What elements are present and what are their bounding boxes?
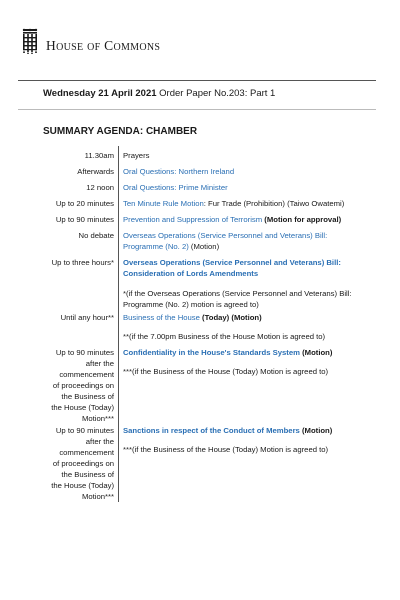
agenda-time: Up to 20 minutes (55, 199, 114, 208)
time-line: Motion*** (81, 414, 114, 423)
portcullis-icon (20, 28, 40, 54)
agenda-item-link[interactable]: Ten Minute Rule Motion (123, 199, 204, 208)
brand-word: OMMONS (113, 42, 161, 53)
time-line: the House (Today) (51, 481, 114, 490)
agenda-item (123, 425, 359, 436)
agenda-divider (118, 146, 119, 502)
agenda-item-text: (Today) (Motion) (199, 313, 262, 322)
agenda-note (123, 288, 359, 310)
brand-word: OUSE (56, 42, 84, 53)
agenda-time: 12 noon (86, 183, 114, 192)
agenda-item-link[interactable]: Consideration of Lords Amendments (123, 269, 259, 278)
divider (18, 109, 376, 110)
order-paper-number: Order Paper No.203: Part 1 (156, 88, 276, 99)
agenda-note: **(if the 7.00pm Business of the House Motion is agreed to) (123, 332, 326, 341)
time-line: Up to 90 minutes (55, 348, 114, 357)
agenda-item-link[interactable]: Oral Questions: Northern Ireland (123, 167, 235, 176)
time-line: the House (Today) (51, 403, 114, 412)
agenda-item (123, 182, 359, 193)
agenda-time: Until any hour** (60, 313, 114, 322)
agenda-item-text: (Motion for approval) (262, 215, 342, 224)
agenda-item (123, 347, 359, 358)
agenda-item-link[interactable]: Programme (No. 2) (123, 242, 189, 251)
agenda-item (123, 166, 359, 177)
agenda-item (123, 214, 359, 225)
note-line: *(if the Overseas Operations (Service Personnel and Veterans) Bill: (123, 289, 352, 298)
agenda-item (123, 198, 359, 209)
note-line: Programme (No. 2) motion is agreed to) (123, 300, 259, 309)
agenda-time: Up to three hours* (51, 258, 114, 267)
time-line: commencement (59, 370, 114, 379)
agenda-item (123, 312, 359, 323)
agenda-time: No debate (78, 231, 114, 240)
time-line: commencement (59, 448, 114, 457)
time-line: of proceedings on (52, 459, 114, 468)
agenda-item-link[interactable]: Overseas Operations (Service Personnel and Veterans) Bill: (123, 231, 328, 240)
brand-word: OF (87, 42, 101, 53)
brand-name (46, 38, 160, 54)
brand-letter: H (46, 38, 57, 53)
time-line: Up to 90 minutes (55, 426, 114, 435)
agenda-time: Up to 90 minutes (55, 215, 114, 224)
agenda-item-text: (Motion) (299, 348, 333, 357)
time-line: the Business of (61, 392, 114, 401)
agenda-note: ***(if the Business of the House (Today) Motion is agreed to) (123, 445, 329, 454)
agenda-time (36, 347, 114, 424)
agenda-note: ***(if the Business of the House (Today) Motion is agreed to) (123, 367, 329, 376)
agenda-item: Prayers (123, 151, 150, 160)
agenda-time: 11.30am (84, 151, 114, 160)
agenda-item (123, 257, 359, 279)
section-title: SUMMARY AGENDA: CHAMBER (43, 126, 198, 137)
agenda-item-text: : Fur Trade (Prohibition) (Taiwo Owatemi) (203, 199, 345, 208)
agenda-item-link[interactable]: Prevention and Suppression of Terrorism (123, 215, 263, 224)
agenda-item-link[interactable]: Confidentiality in the House's Standards System (123, 348, 300, 357)
time-line: after the (85, 437, 114, 446)
brand-letter: C (104, 38, 114, 53)
date-day: Wednesday 21 April 2021 (43, 88, 157, 99)
time-line: the Business of (61, 470, 114, 479)
agenda-item-link[interactable]: Overseas Operations (Service Personnel and Veterans) Bill: (123, 258, 341, 267)
divider (18, 80, 376, 81)
agenda-time: Afterwards (77, 167, 114, 176)
time-line: Motion*** (81, 492, 114, 501)
agenda-time (36, 425, 114, 502)
agenda-item-text: (Motion) (299, 426, 333, 435)
order-paper-date (43, 88, 275, 99)
agenda-item-link[interactable]: Business of the House (123, 313, 200, 322)
agenda-item-link[interactable]: Sanctions in respect of the Conduct of Members (123, 426, 300, 435)
agenda-item (123, 230, 359, 252)
agenda-item-text: (Motion) (188, 242, 220, 251)
time-line: of proceedings on (52, 381, 114, 390)
agenda-item-link[interactable]: Oral Questions: Prime Minister (123, 183, 228, 192)
time-line: after the (85, 359, 114, 368)
